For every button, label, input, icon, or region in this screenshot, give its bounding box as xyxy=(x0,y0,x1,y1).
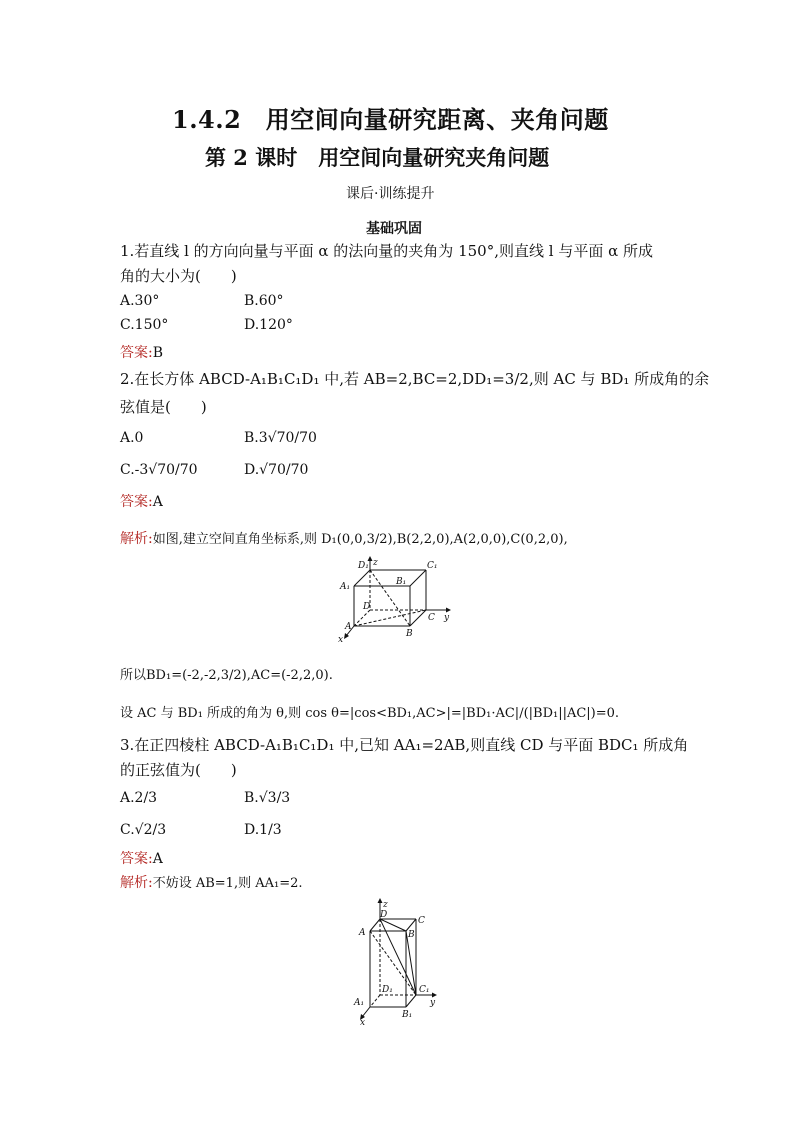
section-heading: 基础巩固 xyxy=(366,221,422,237)
fig2-axis-z-arrow xyxy=(378,898,383,903)
q2-option-a: A.0 xyxy=(120,430,144,446)
fig1-diagonal-ac xyxy=(354,610,426,626)
fig2-label-x: x xyxy=(360,1018,366,1025)
fig2-label-b1: B₁ xyxy=(402,1010,413,1020)
fig2-label-a1: A₁ xyxy=(354,998,365,1008)
fig2-label-c: C xyxy=(418,916,425,926)
fig2-edge-d1a1 xyxy=(370,995,380,1007)
fig1-label-a1: A₁ xyxy=(340,582,351,592)
fig1-label-d1: D₁ xyxy=(358,561,369,571)
q2-explanation-text1: 如图,建立空间直角坐标系,则 D₁(0,0,3/2),B(2,2,0),A(2,0,0),C(0,2,0), xyxy=(152,532,568,547)
figure-square-prism xyxy=(350,895,450,1025)
q2-stem-line1: 2.在长方体 ABCD-A₁B₁C₁D₁ 中,若 AB=2,BC=2,DD₁=3/2,则 AC 与 BD₁ 所成角的余 xyxy=(120,370,710,388)
q1-option-b: B.60° xyxy=(244,293,284,309)
q2-answer xyxy=(120,491,163,511)
fig2-label-a: A xyxy=(359,928,366,938)
fig2-label-z: z xyxy=(383,900,388,910)
fig2-edge-da xyxy=(370,919,380,931)
figure-cuboid xyxy=(330,556,465,646)
fig2-axis-x xyxy=(362,1007,370,1017)
fig1-label-b1: B₁ xyxy=(396,577,407,587)
q3-explanation-text1: 不妨设 AB=1,则 AA₁=2. xyxy=(152,876,303,891)
fig1-label-c: C xyxy=(428,613,435,623)
q2-explanation-line1 xyxy=(120,528,568,548)
q2-stem-line2: 弦值是( ) xyxy=(120,398,207,416)
q3-explanation-label: 解析: xyxy=(120,875,153,891)
fig1-label-y: y xyxy=(444,613,450,623)
q1-answer xyxy=(120,342,163,362)
fig1-label-z: z xyxy=(373,558,378,568)
page-title: 1.4.2 用空间向量研究距离、夹角问题 xyxy=(172,105,609,134)
q1-option-a: A.30° xyxy=(120,293,160,309)
q2-explanation-line3: 设 AC 与 BD₁ 所成的角为 θ,则 cos θ=|cos<BD₁,AC>|=|BD₁·AC|/(|BD₁||AC|)=0. xyxy=(120,706,620,721)
fig1-label-d: D xyxy=(363,602,371,612)
fig2-label-c1: C₁ xyxy=(419,985,430,995)
q1-stem-line2: 角的大小为( ) xyxy=(120,267,237,285)
fig1-edge-d1a1 xyxy=(354,570,370,586)
fig1-axis-y-arrow xyxy=(446,608,451,613)
lesson-tag: 课后·训练提升 xyxy=(346,186,435,202)
fig1-label-x: x xyxy=(338,635,344,645)
fig2-line-ac1 xyxy=(370,931,416,995)
q3-option-a: A.2/3 xyxy=(120,790,158,806)
q2-explanation-label: 解析: xyxy=(120,531,153,547)
fig2-axis-y-arrow xyxy=(432,993,437,998)
q1-option-c: C.150° xyxy=(120,317,169,333)
q2-option-b: B.3√70/70 xyxy=(244,430,317,446)
q2-explanation-line2: 所以BD₁=(-2,-2,3/2),AC=(-2,2,0). xyxy=(120,668,333,683)
fig1-edge-bc xyxy=(410,610,426,626)
q3-option-c: C.√2/3 xyxy=(120,822,167,838)
fig2-edge-b1c1 xyxy=(406,995,416,1007)
q1-answer-value: B xyxy=(152,345,164,361)
q1-answer-label: 答案: xyxy=(120,345,153,361)
fig2-label-d1: D₁ xyxy=(382,985,393,995)
fig1-label-b: B xyxy=(406,629,413,639)
q1-stem-line1: 1.若直线 l 的方向向量与平面 α 的法向量的夹角为 150°,则直线 l 与平面 α 所成 xyxy=(120,242,653,260)
q3-option-b: B.√3/3 xyxy=(244,790,291,806)
q3-option-d: D.1/3 xyxy=(244,822,282,838)
fig1-edge-c1b1 xyxy=(410,570,426,586)
q2-option-d: D.√70/70 xyxy=(244,462,309,478)
q1-option-d: D.120° xyxy=(244,317,293,333)
fig2-label-d: D xyxy=(380,910,388,920)
fig2-line-db xyxy=(380,919,406,931)
fig1-label-a: A xyxy=(345,622,352,632)
q2-option-c: C.-3√70/70 xyxy=(120,462,198,478)
q3-answer-label: 答案: xyxy=(120,851,153,867)
q3-explanation-line1 xyxy=(120,872,303,892)
fig1-edge-da xyxy=(354,610,370,626)
fig1-label-c1: C₁ xyxy=(427,561,438,571)
q3-stem-line2: 的正弦值为( ) xyxy=(120,761,237,779)
q2-answer-value: A xyxy=(152,494,163,510)
q2-answer-label: 答案: xyxy=(120,494,153,510)
fig2-label-b: B xyxy=(408,930,415,940)
fig2-label-y: y xyxy=(430,998,436,1008)
q3-answer xyxy=(120,848,163,868)
page-subtitle: 第 2 课时 用空间向量研究夹角问题 xyxy=(205,145,550,170)
q3-answer-value: A xyxy=(152,851,163,867)
q3-stem-line1: 3.在正四棱柱 ABCD-A₁B₁C₁D₁ 中,已知 AA₁=2AB,则直线 CD 与平面 BDC₁ 所成角 xyxy=(120,736,689,754)
